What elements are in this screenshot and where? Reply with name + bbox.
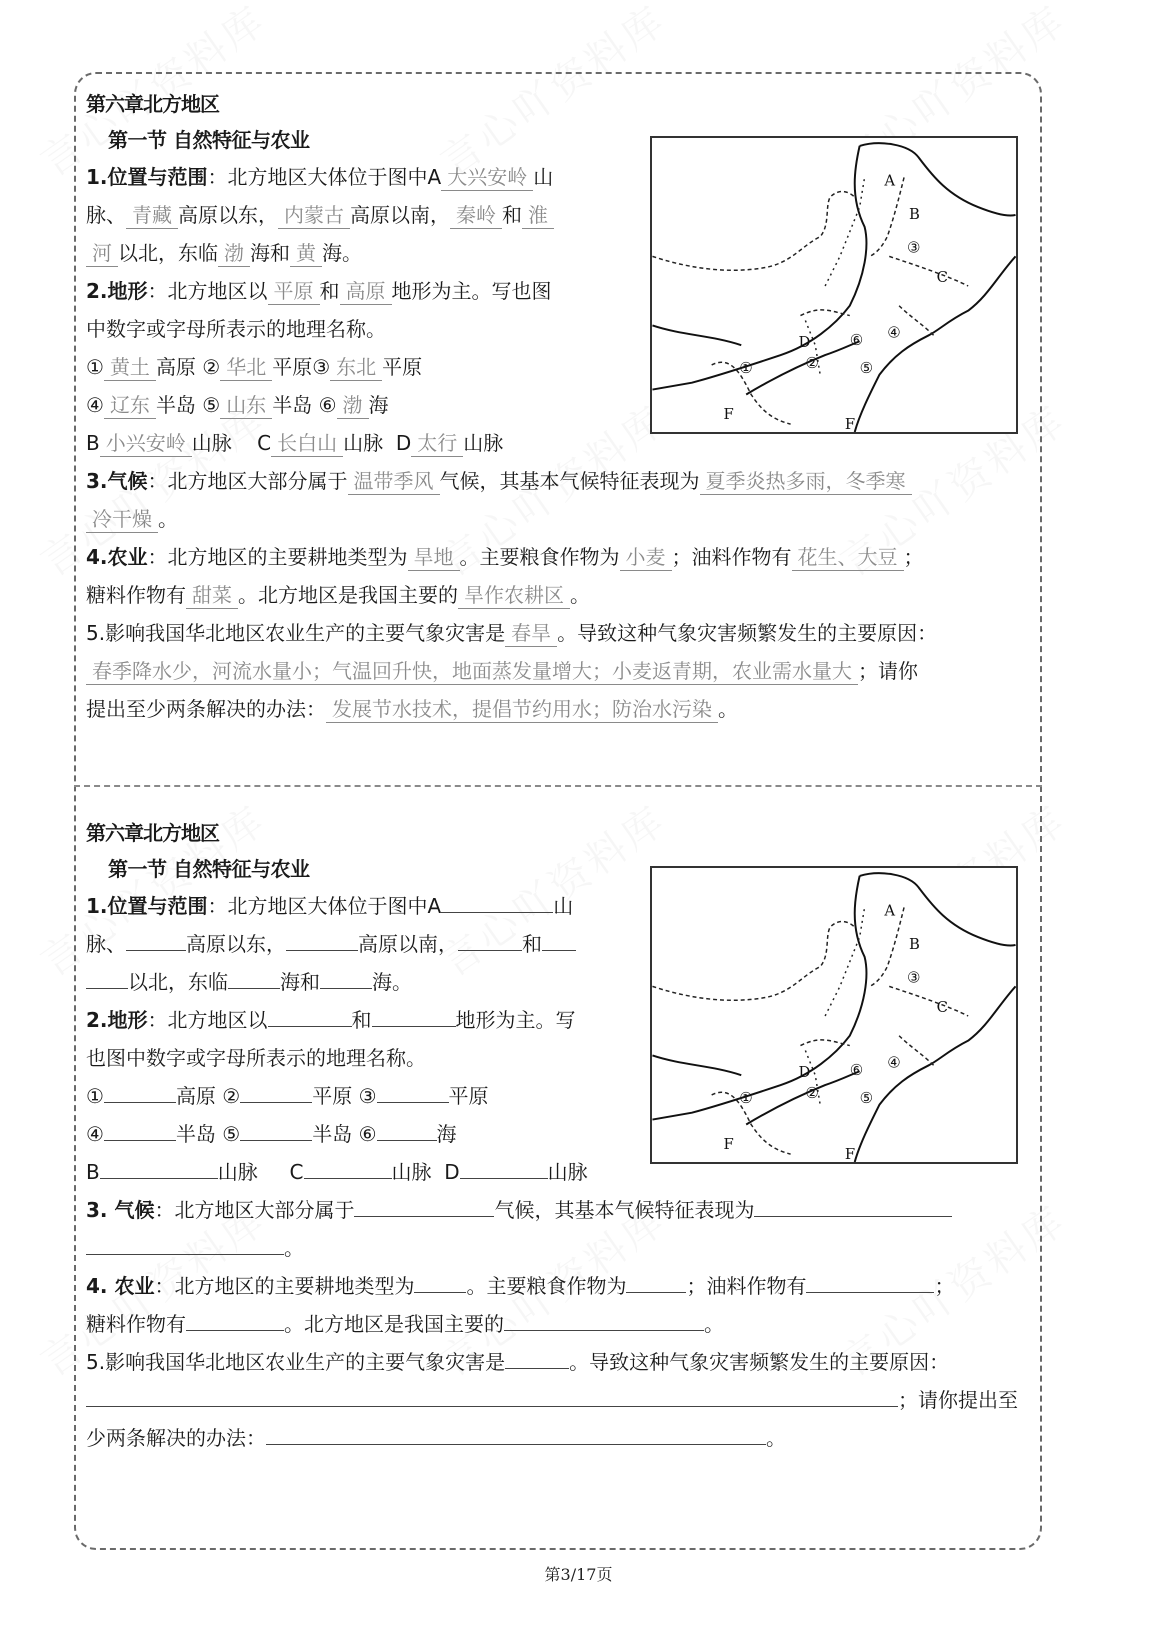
item-mark: ⑥: [318, 393, 337, 417]
map-label-5: ⑤: [859, 1089, 873, 1107]
q1-label: 1.位置与范围: [86, 165, 208, 189]
blank-field[interactable]: [228, 964, 280, 989]
answer-fill: 山东: [220, 392, 272, 419]
answer-fill: 辽东: [104, 392, 156, 419]
answer-fill: 平原: [268, 278, 320, 305]
q3-text: 气候，其基本气候特征表现为: [439, 469, 700, 493]
q5-text: 。导致这种气象灾害频繁发生的主要原因：: [569, 1350, 950, 1374]
answer-fill: 夏季炎热多雨，冬季寒: [700, 468, 912, 495]
answer-fill: 春季降水少，河流水量小；气温回升快，地面蒸发量增大；小麦返青期，农业需水量大: [86, 658, 858, 685]
q4-line-2: [86, 1305, 1041, 1343]
q2-text: ：北方地区以: [147, 1008, 268, 1032]
map-label-c: C: [936, 999, 948, 1017]
blank-field[interactable]: [186, 1306, 284, 1331]
blank-field[interactable]: [100, 1154, 218, 1179]
map-label-a: A: [884, 172, 896, 190]
blank-field[interactable]: [460, 1154, 548, 1179]
q4-text: 。主要粮食作物为: [466, 1274, 627, 1298]
blank-field[interactable]: [377, 1116, 437, 1141]
q5-text: 5.影响我国华北地区农业生产的主要气象灾害是: [86, 1350, 506, 1374]
map-label-6: ⑥: [849, 1062, 864, 1080]
blank-field[interactable]: [320, 964, 372, 989]
q4-label: 4.农业: [86, 545, 148, 569]
q4-text: 。北方地区是我国主要的: [284, 1312, 504, 1336]
q4-text: ：北方地区的主要耕地类型为: [147, 545, 408, 569]
q1-text: 以北，东临: [128, 970, 228, 994]
answer-fill: 东北: [330, 354, 382, 381]
q5-text: 5.影响我国华北地区农业生产的主要气象灾害是: [86, 621, 506, 645]
answer-fill: 青藏: [126, 202, 178, 229]
blank-field[interactable]: [268, 1002, 352, 1027]
q3-text: ：北方地区大部分属于: [147, 469, 348, 493]
answer-fill: 小麦: [620, 544, 672, 571]
blank-field[interactable]: [104, 1078, 176, 1103]
answer-fill: 河: [86, 240, 118, 267]
blank-field[interactable]: [126, 926, 186, 951]
blank-field[interactable]: [86, 1230, 284, 1255]
answer-fill: 渤: [337, 392, 369, 419]
answer-fill: 长白山: [271, 430, 343, 457]
answer-fill: 发展节水技术，提倡节约用水；防治水污染: [326, 696, 718, 723]
item-suffix: 山脉: [391, 1160, 432, 1184]
item-suffix: 山脉: [343, 431, 384, 455]
q1-line-2: [86, 925, 634, 963]
answer-fill: 甜菜: [186, 582, 238, 609]
q3-text: 气候，其基本气候特征表现为: [494, 1198, 755, 1222]
q1-text: 山: [553, 894, 574, 918]
map-label-c: C: [936, 269, 948, 287]
q2-line-2: 中数字或字母所表示的地理名称。: [86, 317, 386, 341]
q2-line-4: [86, 386, 634, 424]
item-mark: ④: [86, 1122, 104, 1146]
answer-fill: 温带季风: [348, 468, 440, 495]
q4-text: 糖料作物有: [86, 1312, 186, 1336]
answer-fill: 淮: [522, 202, 554, 229]
answer-fill: 冷干燥: [86, 506, 158, 533]
blank-field[interactable]: [354, 1192, 494, 1217]
section-title: 第一节 自然特征与农业: [108, 857, 310, 881]
q2-line-3: [86, 348, 634, 386]
map-label-6: ⑥: [849, 332, 864, 350]
item-suffix: 平原: [312, 1084, 353, 1108]
answer-fill: 春旱: [505, 620, 557, 647]
blank-field[interactable]: [458, 926, 522, 951]
answer-fill: 秦岭: [450, 202, 502, 229]
map-drawing: [652, 868, 1016, 1162]
q4-label: 4. 农业: [86, 1274, 155, 1298]
item-suffix: 平原: [382, 355, 423, 379]
q4-text: ；: [934, 1274, 955, 1298]
blank-field[interactable]: [372, 1002, 456, 1027]
q5-line-1: [86, 1343, 1041, 1381]
item-mark: ②: [202, 355, 221, 379]
item-suffix: 高原: [175, 1084, 216, 1108]
item-suffix: 平原: [448, 1084, 489, 1108]
blank-field[interactable]: [286, 926, 358, 951]
answer-fill: 黄: [290, 240, 322, 267]
q3-label: 3. 气候: [86, 1198, 155, 1222]
blank-field[interactable]: [240, 1078, 312, 1103]
q2-text: 地形为主。写也图: [391, 279, 552, 303]
q1-label: 1.位置与范围: [86, 894, 208, 918]
item-mark: ①: [86, 355, 104, 379]
q3-text: ：北方地区大部分属于: [154, 1198, 355, 1222]
item-suffix: 平原: [272, 355, 313, 379]
blank-field[interactable]: [104, 1116, 176, 1141]
item-suffix: 高原: [155, 355, 196, 379]
item-suffix: 半岛: [272, 393, 313, 417]
item-mark: C: [289, 1160, 304, 1184]
item-suffix: 半岛: [312, 1122, 353, 1146]
q1-text: 山: [533, 165, 554, 189]
q3-line-1: [86, 1191, 1041, 1229]
q5-text: 提出至少两条解决的办法：: [86, 697, 326, 721]
q3-text: 。: [284, 1236, 304, 1260]
map-label-f: F: [844, 1146, 856, 1162]
blank-field[interactable]: [626, 1268, 686, 1293]
blank-field[interactable]: [304, 1154, 392, 1179]
map-label-4: ④: [887, 324, 901, 342]
item-suffix: 山脉: [463, 431, 504, 455]
item-mark: ④: [86, 393, 104, 417]
blank-field[interactable]: [754, 1192, 952, 1217]
q5-line-3: [86, 1419, 1041, 1457]
q1-text: 高原以东，: [178, 203, 278, 227]
answer-fill: 黄土: [104, 354, 156, 381]
map-label-3: ③: [907, 969, 921, 987]
item-suffix: 半岛: [175, 1122, 216, 1146]
answer-fill: 旱地: [408, 544, 460, 571]
map-label-b: B: [908, 935, 920, 953]
q4-line-1: [86, 538, 1041, 576]
q3-label: 3.气候: [86, 469, 148, 493]
q1-text: 海。: [372, 970, 412, 994]
item-mark: B: [86, 1160, 100, 1184]
item-mark: ⑤: [202, 393, 221, 417]
q4-text: ；油料作物有: [671, 545, 792, 569]
q1-text: 以北，东临: [118, 241, 218, 265]
item-mark: D: [395, 431, 412, 455]
answer-fill: 高原: [340, 278, 392, 305]
q1-text: 和: [502, 203, 522, 227]
map-label-2: ②: [805, 354, 819, 372]
section-divider: [74, 785, 1042, 787]
q1-text: ：北方地区大体位于图中A: [207, 165, 442, 189]
q2-line-3: [86, 1077, 634, 1115]
item-mark: D: [444, 1160, 460, 1184]
q4-text: 。: [704, 1312, 724, 1336]
blank-field[interactable]: [86, 964, 128, 989]
chapter-title: 第六章北方地区: [86, 92, 219, 116]
q1-text: 脉、: [86, 203, 126, 227]
item-suffix: 山脉: [217, 1160, 258, 1184]
q4-text: 。: [570, 583, 590, 607]
q2-text: 地形为主。写: [455, 1008, 576, 1032]
blank-field[interactable]: [504, 1306, 704, 1331]
q5-text: 。导致这种气象灾害频繁发生的主要原因：: [557, 621, 938, 645]
q5-text: ；请你提出至: [898, 1388, 1018, 1412]
answer-fill: 渤: [218, 240, 250, 267]
q1-line-1: [86, 887, 634, 925]
q1-text: 海和: [250, 241, 290, 265]
q2-text: 和: [319, 279, 340, 303]
q1-line-1: [86, 158, 634, 196]
q2-label: 2.地形: [86, 279, 148, 303]
q1-text: ：北方地区大体位于图中A: [207, 894, 442, 918]
q5-text: 少两条解决的办法：: [86, 1426, 266, 1450]
q2-line-4: [86, 1115, 634, 1153]
item-mark: ⑤: [222, 1122, 241, 1146]
map-label-1: ①: [739, 1089, 753, 1107]
q1-text: 高原以南，: [358, 932, 458, 956]
map-label-f: F: [723, 1136, 734, 1154]
answer-fill: 内蒙古: [278, 202, 350, 229]
q2-text: 和: [351, 1008, 372, 1032]
q5-text: 。: [718, 697, 738, 721]
map-label-5: ⑤: [859, 359, 873, 377]
q4-text: ；: [903, 545, 924, 569]
q1-text: 和: [522, 932, 542, 956]
q5-text: ；请你: [858, 659, 918, 683]
page-number: 第3/17页: [544, 1565, 613, 1584]
blank-field[interactable]: [542, 926, 576, 951]
item-suffix: 山脉: [547, 1160, 588, 1184]
q1-text: 高原以东，: [186, 932, 286, 956]
q4-text: 。主要粮食作物为: [459, 545, 620, 569]
q1-line-3: [86, 963, 634, 1001]
q3-line-1: [86, 462, 1041, 500]
q2-line-5: [86, 424, 634, 462]
map-label-d: D: [798, 334, 811, 352]
item-mark: ①: [86, 1084, 104, 1108]
q4-text: ；油料作物有: [686, 1274, 807, 1298]
q1-text: 脉、: [86, 932, 126, 956]
section-title: 第一节 自然特征与农业: [108, 128, 310, 152]
map-label-4: ④: [887, 1054, 901, 1072]
item-suffix: 海: [436, 1122, 457, 1146]
answer-fill: 旱作农耕区: [458, 582, 570, 609]
q4-text: 。北方地区是我国主要的: [238, 583, 458, 607]
answer-fill: 太行: [411, 430, 463, 457]
q1-line-2: [86, 196, 634, 234]
q5-text: 。: [766, 1426, 786, 1450]
item-suffix: 半岛: [155, 393, 196, 417]
q5-line-1: [86, 614, 1041, 652]
q2-label: 2.地形: [86, 1008, 148, 1032]
q5-line-3: [86, 690, 1041, 728]
q2-line-1: [86, 1001, 634, 1039]
item-mark: ②: [222, 1084, 241, 1108]
map-label-f: F: [844, 416, 856, 432]
q1-line-3: [86, 234, 634, 272]
q4-line-1: [86, 1267, 1041, 1305]
q3-line-2: [86, 500, 1041, 538]
q4-text: 糖料作物有: [86, 583, 186, 607]
map-label-3: ③: [907, 239, 921, 257]
item-mark: ⑥: [358, 1122, 377, 1146]
north-china-map: [650, 136, 1018, 434]
blank-field[interactable]: [377, 1078, 449, 1103]
map-label-1: ①: [739, 359, 753, 377]
q3-text: 。: [158, 507, 178, 531]
answer-fill: 大兴安岭: [441, 164, 533, 191]
item-mark: B: [86, 431, 100, 455]
north-china-map: [650, 866, 1018, 1164]
blank-field[interactable]: [266, 1420, 766, 1445]
map-label-b: B: [908, 205, 920, 223]
q1-text: 海。: [322, 241, 362, 265]
answer-fill: 花生、大豆: [792, 544, 904, 571]
item-mark: ③: [358, 1084, 377, 1108]
blank-field[interactable]: [806, 1268, 934, 1293]
blank-field[interactable]: [505, 1344, 569, 1369]
blank-field[interactable]: [414, 1268, 466, 1293]
q2-line-2: 也图中数字或字母所表示的地理名称。: [86, 1046, 426, 1070]
blank-field[interactable]: [86, 1382, 898, 1407]
q2-line-5: [86, 1153, 634, 1191]
q5-line-2: [86, 1381, 1041, 1419]
item-mark: C: [257, 431, 272, 455]
map-drawing: [652, 138, 1016, 432]
map-label-2: ②: [805, 1084, 819, 1102]
q1-text: 海和: [280, 970, 320, 994]
answer-fill: 华北: [220, 354, 272, 381]
q1-text: 高原以南，: [350, 203, 450, 227]
answer-fill: 小兴安岭: [100, 430, 192, 457]
map-label-f: F: [723, 406, 734, 424]
q4-line-2: [86, 576, 1041, 614]
q3-line-2: [86, 1229, 1041, 1267]
item-suffix: 海: [368, 393, 389, 417]
item-suffix: 山脉: [191, 431, 232, 455]
map-label-d: D: [798, 1064, 811, 1082]
q2-text: ：北方地区以: [147, 279, 268, 303]
map-label-a: A: [884, 902, 896, 920]
q4-text: ：北方地区的主要耕地类型为: [154, 1274, 415, 1298]
blank-field[interactable]: [240, 1116, 312, 1141]
item-mark: ③: [312, 355, 331, 379]
blank-field[interactable]: [441, 888, 553, 913]
chapter-title: 第六章北方地区: [86, 821, 219, 845]
q2-line-1: [86, 272, 634, 310]
q5-line-2: [86, 652, 1041, 690]
